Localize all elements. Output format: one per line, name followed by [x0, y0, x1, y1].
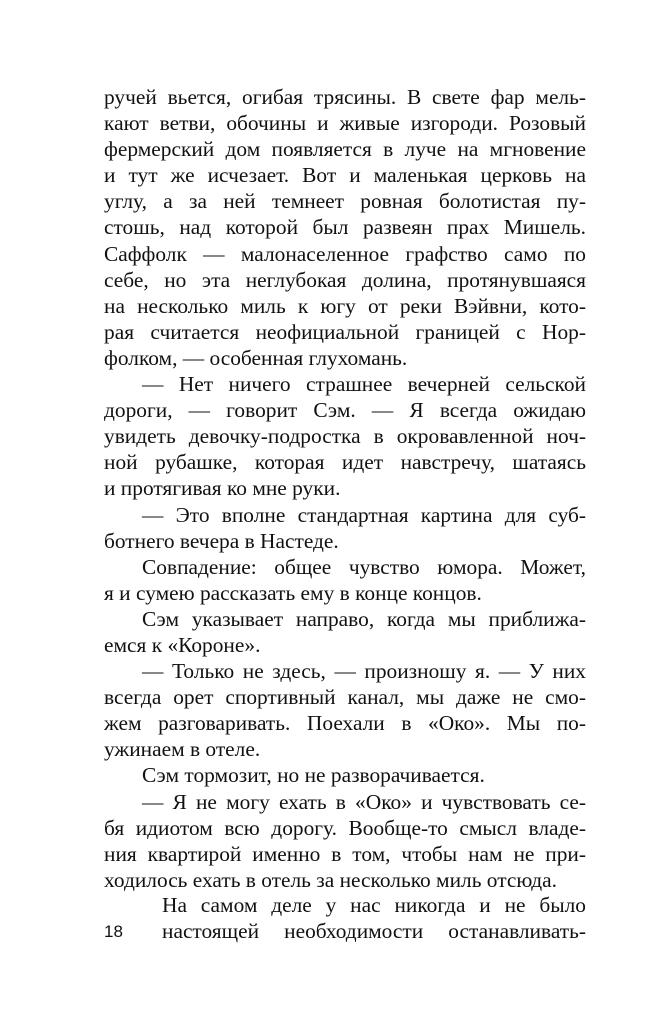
text-line: и протягивая ко мне руки.: [104, 476, 341, 501]
text-line: Совпадение: общее чувство юмора. Может,: [142, 554, 586, 579]
text-line: я и сумею рассказать ему в конце концов.: [104, 580, 482, 605]
text-line: углу, а за ней темнеет ровная болотистая пу-: [104, 189, 586, 214]
text-line: бя идиотом всю дорогу. Вообще-то смысл владе-: [104, 815, 586, 840]
text-line: Сэм указывает направо, когда мы приближа-: [142, 606, 586, 631]
text-line: кают ветви, обочины и живые изгороди. Розовый: [104, 111, 586, 136]
text-line: — Это вполне стандартная картина для суб-: [142, 502, 586, 527]
text-line: на несколько миль к югу от реки Вэйвни, кото-: [104, 293, 586, 318]
text-line: Саффолк — малонаселенное графство само по: [104, 241, 586, 266]
body-text-continuation: [162, 892, 586, 944]
body-text: [104, 84, 586, 893]
text-line: ния квартирой именно в том, чтобы нам не при-: [104, 841, 586, 866]
text-line: ходилось ехать в отель за несколько миль отсюда.: [104, 867, 557, 892]
text-line: увидеть девочку-подростка в окровавленной ноч-: [104, 424, 586, 449]
text-line: всегда орет спортивный канал, мы даже не смо-: [104, 685, 586, 710]
text-line: фермерский дом появляется в луче на мгновение: [104, 137, 586, 162]
text-line: жем разговаривать. Поехали в «Око». Мы по-: [104, 711, 586, 736]
text-line: На самом деле у нас никогда и не было: [162, 893, 586, 917]
text-line: и тут же исчезает. Вот и маленькая церковь на: [104, 163, 586, 188]
text-line: фолком, — особенная глухомань.: [104, 345, 408, 370]
page-number: 18: [104, 922, 123, 941]
text-line: ужинаем в отеле.: [104, 737, 261, 762]
text-line: настоящей необходимости останавливать-: [162, 919, 586, 944]
text-line: — Нет ничего страшнее вечерней сельской: [142, 372, 586, 397]
text-line: ботнего вечера в Настеде.: [104, 528, 339, 553]
text-line: дороги, — говорит Сэм. — Я всегда ожидаю: [104, 398, 586, 423]
text-line: ручей вьется, огибая трясины. В свете фар мель-: [104, 85, 586, 109]
text-line: емся к «Короне».: [104, 632, 261, 657]
text-line: Сэм тормозит, но не разворачивается.: [142, 763, 485, 788]
text-line: рая считается неофициальной границей с Нор-: [104, 319, 586, 344]
text-line: — Я не могу ехать в «Око» и чувствовать се-: [142, 789, 586, 814]
text-line: стошь, над которой был развеян прах Мишель.: [104, 215, 586, 240]
text-line: ной рубашке, которая идет навстречу, шатаясь: [104, 450, 586, 475]
text-line: — Только не здесь, — произношу я. — У них: [142, 659, 586, 684]
text-line: себе, но эта неглубокая долина, протянувшаяся: [104, 267, 586, 292]
